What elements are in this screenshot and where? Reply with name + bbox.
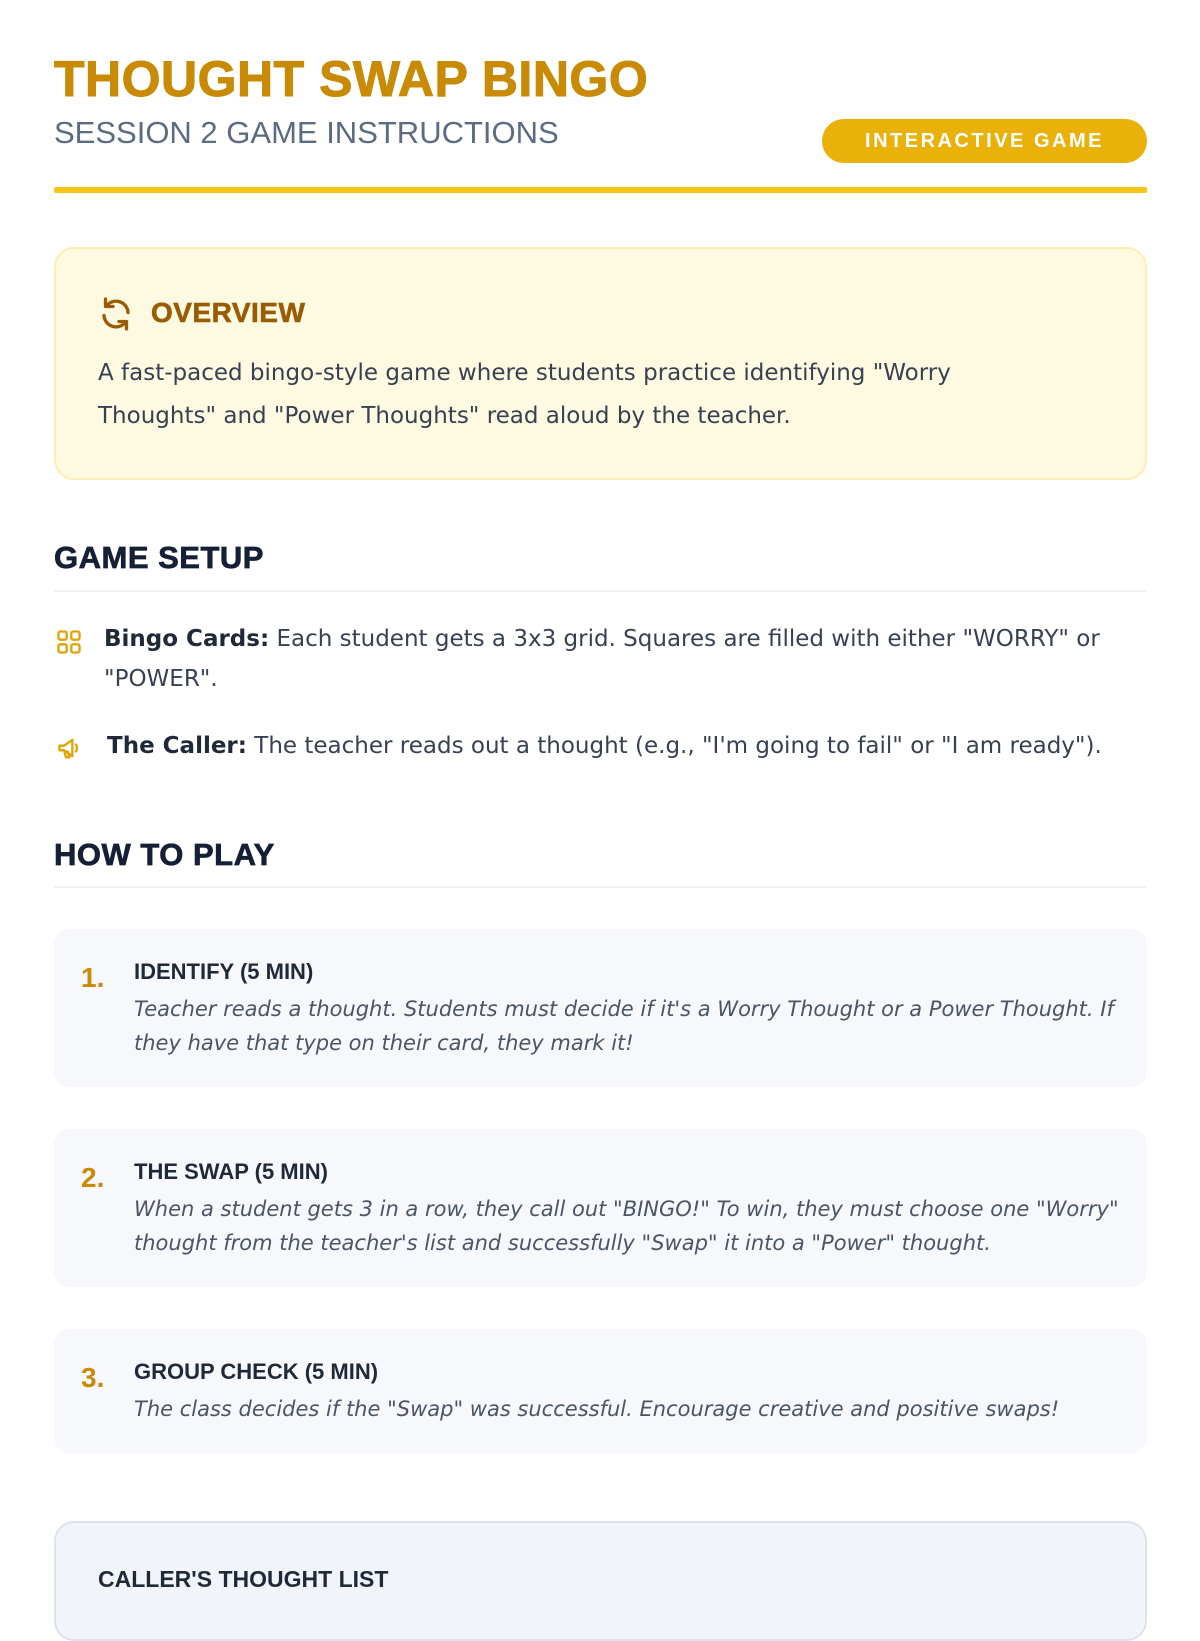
page-subtitle: SESSION 2 GAME INSTRUCTIONS [54, 115, 559, 150]
step-title: IDENTIFY (5 MIN) [134, 959, 314, 984]
header-divider [54, 187, 1147, 193]
step-title: GROUP CHECK (5 MIN) [134, 1359, 379, 1384]
setup-item-text: The teacher reads out a thought (e.g., "I'm going to fail" or "I am ready"). [246, 733, 1102, 759]
step-card-identify [54, 929, 1147, 1087]
grid-icon [55, 628, 83, 656]
page-title: THOUGHT SWAP BINGO [54, 51, 649, 107]
how-to-play-divider [54, 886, 1147, 888]
step-card-the-swap [54, 1129, 1147, 1287]
setup-item-text: Each student gets a 3x3 grid. Squares are filled with either "WORRY" or "POWER". [104, 626, 1100, 692]
setup-item-label: The Caller: [107, 733, 247, 759]
overview-text: A fast-paced bingo-style game where students practice identifying "Worry Thoughts" and "Power Thoughts" read aloud by the teacher. [98, 360, 951, 429]
step-number: 1. [81, 962, 105, 993]
step-number: 2. [81, 1162, 105, 1193]
setup-item-bingo-cards [104, 619, 1144, 699]
interactive-game-badge: INTERACTIVE GAME [822, 119, 1147, 163]
step-description: When a student gets 3 in a row, they call out "BINGO!" To win, they must choose one "Worry" thought from the teacher's list and successfully "Swap" it into a "Power" thought. [134, 1197, 1119, 1255]
step-number: 3. [81, 1362, 105, 1393]
step-description: Teacher reads a thought. Students must decide if it's a Worry Thought or a Power Thought. If they have that type on their card, they mark it! [134, 997, 1114, 1055]
how-to-play-heading: HOW TO PLAY [54, 837, 275, 872]
megaphone-icon [56, 734, 84, 762]
overview-heading: OVERVIEW [151, 297, 306, 328]
setup-item-the-caller [107, 726, 1147, 766]
caller-thought-list-heading: CALLER'S THOUGHT LIST [98, 1566, 389, 1592]
refresh-icon [98, 296, 134, 332]
game-setup-divider [54, 590, 1147, 592]
step-title: THE SWAP (5 MIN) [134, 1159, 328, 1184]
step-card-group-check [54, 1329, 1147, 1453]
setup-item-label: Bingo Cards: [104, 626, 270, 652]
step-description: The class decides if the "Swap" was successful. Encourage creative and positive swaps! [134, 1397, 1060, 1421]
game-setup-heading: GAME SETUP [54, 540, 264, 575]
